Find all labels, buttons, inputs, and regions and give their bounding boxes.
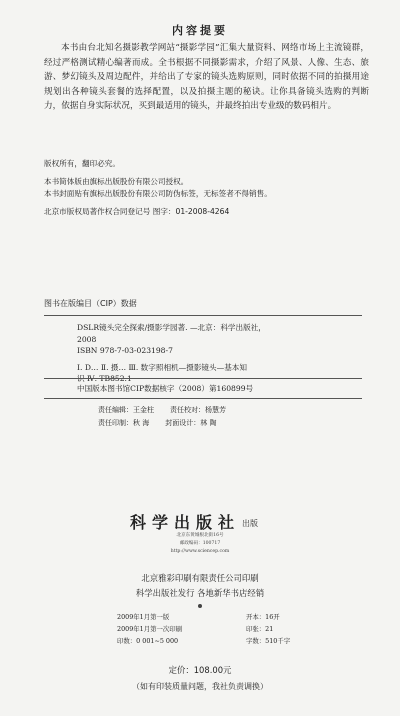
cip-title: 图书在版编目（CIP）数据 <box>44 299 137 308</box>
pub-print-run: 印数：0 001~5 000 <box>117 636 179 645</box>
cip-line: 识 Ⅳ. TB852.1 <box>77 374 132 384</box>
publisher-logo <box>130 510 258 533</box>
printer-line: 北京雅彩印刷有限责任公司印刷 <box>141 573 259 583</box>
pub-format: 开本：16开 <box>246 613 280 621</box>
pub-info-right <box>246 612 290 647</box>
summary-heading: 内容提要 <box>172 24 228 37</box>
credit-cover: 封面设计：林 陶 <box>165 418 217 427</box>
copyright-registration: 北京市版权局著作权合同登记号 图字：01-2008-4264 <box>44 206 230 216</box>
rights-line: 版权所有，翻印必究。 <box>44 159 120 168</box>
pub-sheets: 印张：21 <box>246 624 274 633</box>
publisher-logo-suffix: 出版 <box>242 519 259 528</box>
rights-line: 本书简体版由旗标出版股份有限公司授权。 <box>44 176 189 186</box>
credit-editor: 责任编辑：王金柱 <box>98 406 154 414</box>
publisher-logo-text: 科学出版社 <box>130 513 241 532</box>
credit-proofreader: 责任校对：杨慧芳 <box>170 406 226 414</box>
price: 定价：108.00元 <box>168 665 232 675</box>
publisher-postcode: 邮政编码：100717 <box>179 541 221 546</box>
credit-printing: 责任印制：秋 海 <box>98 418 150 427</box>
pub-edition: 2009年1月第一版 <box>117 613 170 621</box>
credits-block <box>98 404 226 429</box>
summary-text: 本书由台北知名摄影教学网站“摄影学园”汇集大量资料、网络市场上主流镜群，经过严格测试精心编著而成。全书根据不同摄影需求，介绍了风景、人像、生态、旅游、梦幻镜头及周边配件，并给出了专家的镜头选购原则，同时依据不同的拍摄用途规划出各种镜头套餐的选择配置，以及拍摄主题的秘诀。让你具备镜头选购的判断力，依据自身实际状况，买到最适用的镜头，并最终拍出专业级的数码相片。 <box>44 43 369 112</box>
cip-line: DSLR镜头完全探索/摄影学园著. —北京：科学出版社， <box>77 323 266 332</box>
quality-note: （如有印装质量问题，我社负责调换） <box>132 682 268 691</box>
cip-isbn: ISBN 978-7-03-023198-7 <box>77 346 173 356</box>
pub-info-left <box>117 612 182 647</box>
distributor-line: 科学出版社发行 各地新华书店经销 <box>135 588 265 598</box>
cip-rule-middle <box>44 378 362 379</box>
publisher-address: 北京东黄城根北街16号 <box>176 533 224 538</box>
publisher-website: http://www.sciencep.com <box>170 549 230 554</box>
cip-line: 2008 <box>77 334 97 344</box>
pub-printing: 2009年1月第一次印刷 <box>117 624 183 633</box>
rights-block <box>44 158 272 218</box>
rights-line: 本书封面贴有旗标出版股份有限公司防伪标签，无标签者不得销售。 <box>44 189 272 199</box>
cip-body <box>77 322 367 385</box>
cip-core-number: 中国版本图书馆CIP数据核字（2008）第160899号 <box>77 384 254 393</box>
cip-rule-bottom <box>44 398 362 399</box>
pub-words: 字数：510千字 <box>246 636 291 645</box>
cip-line: Ⅰ. D… Ⅱ. 摄… Ⅲ. 数字照相机—摄影镜头—基本知 <box>77 362 247 372</box>
cip-rule-top <box>44 315 362 316</box>
separator-dot <box>198 604 202 608</box>
